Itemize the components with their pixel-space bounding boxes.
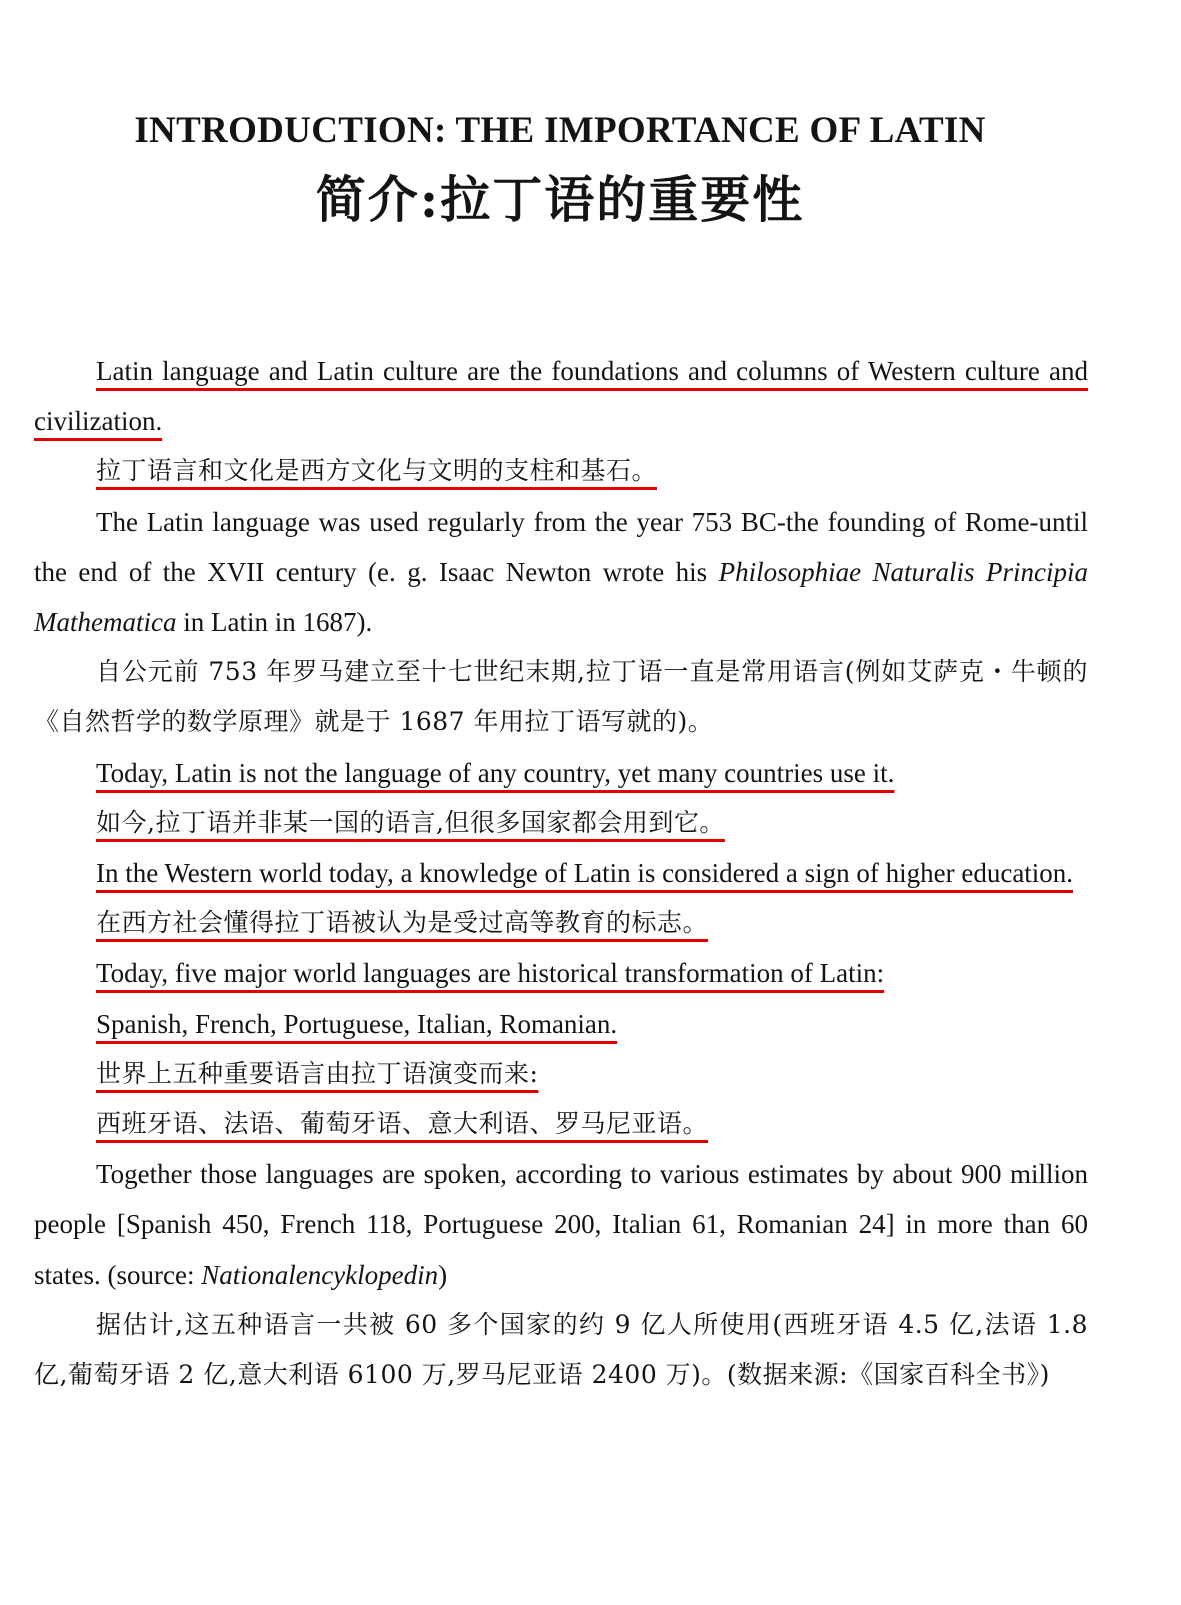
paragraph-6-english — [34, 1149, 1088, 1300]
page-title-english: INTRODUCTION: THE IMPORTANCE OF LATIN — [134, 110, 986, 151]
paragraph-5-chinese-list — [34, 1099, 1088, 1149]
language-list: Spanish, French, Portuguese, Italian, Romanian. — [96, 1008, 618, 1039]
paragraph-text: in Latin in 1687). — [176, 607, 373, 638]
paragraph-1-chinese — [34, 446, 1088, 496]
highlighted-sentence: Today, five major world languages are historical transformation of Latin: — [96, 958, 885, 989]
paragraph-3-english — [34, 748, 1088, 798]
paragraph-4-english — [34, 848, 1088, 898]
highlighted-sentence: Latin language and Latin culture are the foundations and columns of Western culture and civilization. — [34, 356, 1088, 437]
book-title: Philosophiae Naturalis Principia Mathematica — [34, 556, 1089, 638]
highlighted-sentence: Today, Latin is not the language of any country, yet many countries use it. — [96, 757, 895, 788]
paragraph-3-chinese — [34, 798, 1088, 848]
paragraph-1-english — [34, 346, 1088, 446]
highlighted-sentence: In the Western world today, a knowledge of Latin is considered a sign of higher education. — [96, 858, 1074, 889]
paragraph-5-english — [34, 948, 1088, 998]
paragraph-text: ) — [438, 1259, 448, 1290]
paragraph-6-chinese: 据估计,这五种语言一共被 60 多个国家的约 9 亿人所使用(西班牙语 4.5 亿,法语 1.8 亿,葡萄牙语 2 亿,意大利语 6100 万,罗马尼亚语 2400 万)。(数据来源:《国家百科全书》) — [34, 1309, 1088, 1390]
source-title: Nationalencyklopedin — [201, 1259, 439, 1290]
paragraph-5-chinese — [34, 1049, 1088, 1099]
highlighted-sentence: 在西方社会懂得拉丁语被认为是受过高等教育的标志。 — [96, 908, 709, 938]
paragraph-4-chinese — [34, 898, 1088, 948]
highlighted-sentence: 拉丁语言和文化是西方文化与文明的支柱和基石。 — [96, 456, 658, 486]
highlighted-sentence: 如今,拉丁语并非某一国的语言,但很多国家都会用到它。 — [96, 807, 725, 837]
paragraph-text: Together those languages are spoken, according to various estimates by about 900 million people [Spanish 450, French 118, Portuguese 200, Italian 61, Romanian 24] in more than 60 states. (source: — [34, 1159, 1088, 1290]
paragraph-2-english — [34, 497, 1088, 648]
page-title-chinese: 简介:拉丁语的重要性 — [315, 170, 805, 229]
highlighted-sentence: 世界上五种重要语言由拉丁语演变而来: — [96, 1058, 539, 1088]
paragraph-2-chinese: 自公元前 753 年罗马建立至十七世纪末期,拉丁语一直是常用语言(例如艾萨克・牛顿的《自然哲学的数学原理》就是于 1687 年用拉丁语写就的)。 — [34, 657, 1088, 737]
paragraph-5-english-list — [34, 999, 1088, 1049]
language-list: 西班牙语、法语、葡萄牙语、意大利语、罗马尼亚语。 — [96, 1109, 709, 1139]
paragraph-text: The Latin language was used regularly from the year 753 BC-the founding of Rome-until the end of the XVII century (e. g. Isaac Newton wrote his — [34, 506, 1088, 587]
document-body — [34, 346, 1088, 1400]
